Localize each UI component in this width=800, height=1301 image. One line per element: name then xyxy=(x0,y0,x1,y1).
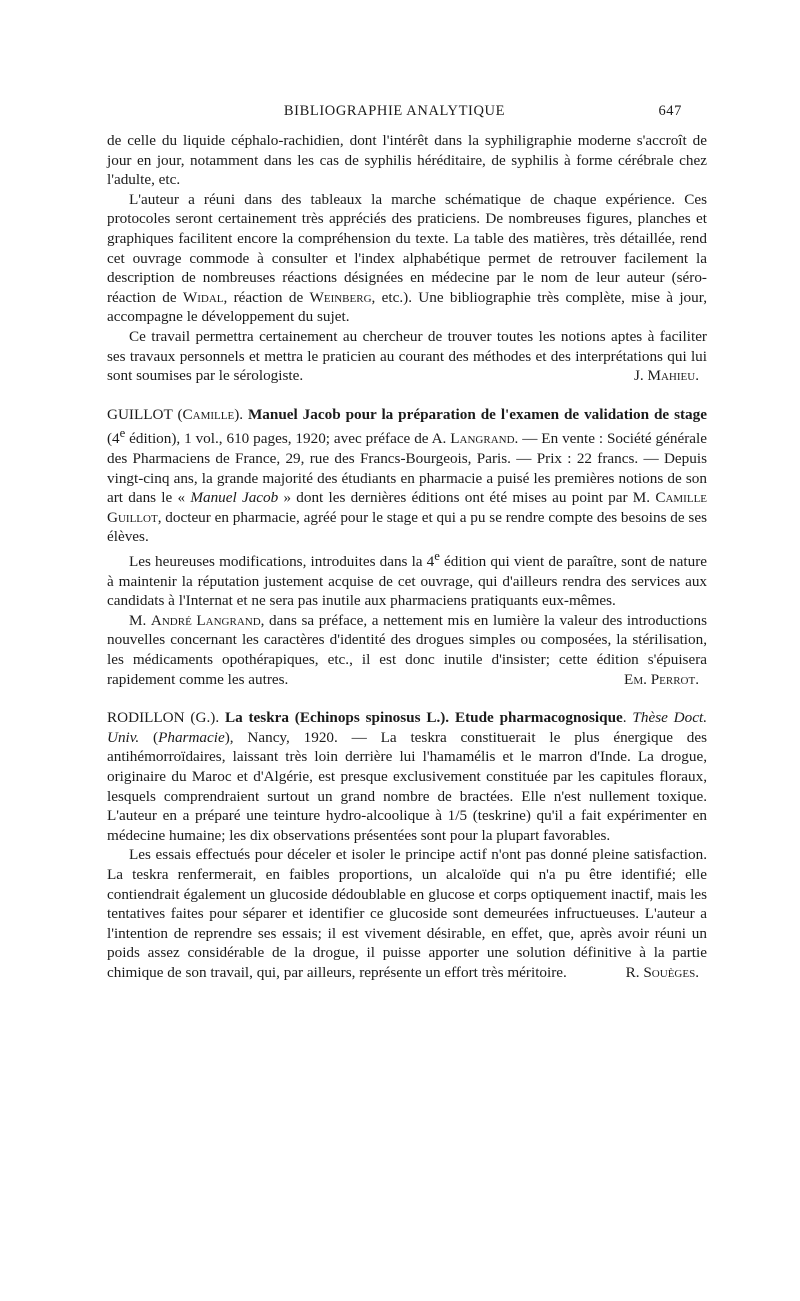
book-title: L.). xyxy=(420,709,455,727)
pharmacie-label: Pharmacie xyxy=(158,728,225,746)
review-entry xyxy=(107,405,707,547)
review-rodillon xyxy=(107,708,707,982)
widal-name: Widal xyxy=(182,288,224,306)
paragraph-text: L'auteur a réuni dans des tableaux la marche schématique de chaque expérience. Ces protocoles seront certainement très appréciés des praticiens. De nombreuses figures, planches et graphiques facilitent encore la compréhension du texte. La table des matières, très détaillée, rend cet ouvrage commode à consulter et l'index alphabétique permet de retrouver facilement la description de nombreuses réactions désignées en médecine par le nom de leur auteur (séro-réaction de xyxy=(107,190,707,306)
manuel-title: Manuel Jacob xyxy=(190,489,279,507)
paragraph-text: » dont les dernières éditions ont été mises au point par M. xyxy=(278,489,656,507)
reviewer-signature: Em. Perrot. xyxy=(624,670,699,688)
book-title: Manuel Jacob pour la préparation de l'examen de validation de stage xyxy=(247,405,707,423)
book-title: La teskra ( xyxy=(224,709,300,727)
preface-author: Langrand xyxy=(450,430,515,448)
author-close: ). xyxy=(234,405,248,423)
superscript: e xyxy=(434,548,440,563)
paragraph-text: de celle du liquide céphalo-rachidien, dont l'intérêt dans la syphiligraphie moderne s'accroît de jour en jour, notamment dans les cas de syphilis héréditaire, de syphilis à forme cérébrale chez l'adulte, etc. xyxy=(107,132,707,189)
thesis-label: Thèse Doct. Univ. xyxy=(107,709,707,746)
guillot-name: Camille Guillot xyxy=(107,489,708,526)
paragraph-text: ), Nancy, 1920. — La teskra constituerait le plus énergique des antihémorroïdaires, laissant très loin derrière lui l'hamamélis et le marron d'Inde. La drogue, originaire du Maroc et d'Algérie, est presque exclusivement constituée par les capitules floraux, lesquels comprendraient surtout un grand nombre de bractées. Elle n'est nullement toxique. L'auteur en a préparé une teinture hydro-alcoolique à 1/5 (teskrine) qu'il a fait expérimenter en médecine humaine; les dix observations présentées sont pour la plupart favorables. xyxy=(107,728,707,844)
paragraph-text: . xyxy=(622,709,633,727)
review-paragraph xyxy=(107,845,707,982)
paragraph-text: édition qui vient de paraître, sont de nature à maintenir la réputation justement acquise de cet ouvrage, qui d'ailleurs rendra des services aux candidats à l'Internat et ne sera pas inutile aux pharmaciens pratiquants eux-mêmes. xyxy=(107,553,707,610)
running-head xyxy=(107,103,682,123)
author-name: GUILLOT ( xyxy=(107,405,183,423)
review-guillot xyxy=(107,405,707,689)
paragraph-text: Les essais effectués pour déceler et isoler le principe actif n'ont pas donné pleine satisfaction. La teskra renfermerait, en faibles proportions, un alcaloïde qui n'a pu être identifié; elle contiendrait également un glucoside dédoublable en glucose et corps optiquement inactif, mais les tentatives faites pour séparer et identifier ce glucoside sont demeurées infructueuses. L'auteur a l'intention de reprendre ses essais; il est vivement désirable, en effet, que, après avoir réuni un poids assez considérable de la drogue, il puisse apporter une solution définitive à la partie chimique de son travail, qui, par ailleurs, représente un effort très méritoire. xyxy=(107,846,707,981)
paragraph-text: , réaction de xyxy=(223,288,310,306)
superscript: e xyxy=(119,426,126,441)
book-title-latin: Echinops spinosus xyxy=(299,709,421,727)
review-paragraph xyxy=(107,131,707,190)
reviewer-signature: J. Mahieu. xyxy=(633,367,699,385)
paragraph-text: Les heureuses modifications, introduites dans la 4 xyxy=(129,553,435,570)
paragraph-text: , docteur en pharmacie, agréé pour le stage et qui a pu se rendre compte des besoins de ses élèves. xyxy=(107,508,707,546)
author-first-name: Camille xyxy=(182,405,235,423)
paragraph-text: édition), 1 vol., 610 pages, 1920; avec préface de A. xyxy=(125,430,451,448)
paragraph-text: (4 xyxy=(107,430,120,448)
running-head-title: BIBLIOGRAPHIE ANALYTIQUE xyxy=(283,103,506,119)
reviewer-signature: R. Souèges. xyxy=(625,963,699,981)
weinberg-name: Weinberg xyxy=(309,288,372,306)
paragraph-text: . — En vente : Société générale des Pharmaciens de France, 29, rue des Francs-Bourgeois, Paris. — Prix : 22 francs. — Depuis vingt-cinq ans, la grande majorité des étudiants en pharmacie a puisé les premières notions de son art dans le « xyxy=(107,430,707,507)
review-paragraph xyxy=(107,547,707,611)
paragraph-text: M. xyxy=(129,611,151,629)
paragraph-text: , dans sa préface, a nettement mis en lumière la valeur des introductions nouvelles concernant les caractères d'identité des drogues simples ou composées, la stérilisation, les médicaments opothérapiques, etc., il est donc inutile d'insister; cette édition s'épuisera rapidement comme les autres. xyxy=(107,611,707,688)
book-title: Etude pharmacognosique xyxy=(454,709,623,727)
review-paragraph xyxy=(107,190,707,327)
author-name: RODILLON (G.). xyxy=(107,709,225,727)
text-column xyxy=(107,131,707,982)
andre-langrand-name: André Langrand xyxy=(150,611,261,629)
page-number: 647 xyxy=(658,103,682,119)
paragraph-text: ( xyxy=(139,728,159,746)
review-continuation xyxy=(107,131,707,386)
review-entry xyxy=(107,708,707,845)
paragraph-text: Ce travail permettra certainement au chercheur de trouver toutes les notions aptes à faciliter ses travaux personnels et mettra le praticien au courant des méthodes et des interprétations qui lui sont soumises par le sérologiste. xyxy=(107,327,707,385)
paragraph-text: , etc.). Une bibliographie très complète, mise à jour, accompagne le développement du sujet. xyxy=(107,288,707,326)
